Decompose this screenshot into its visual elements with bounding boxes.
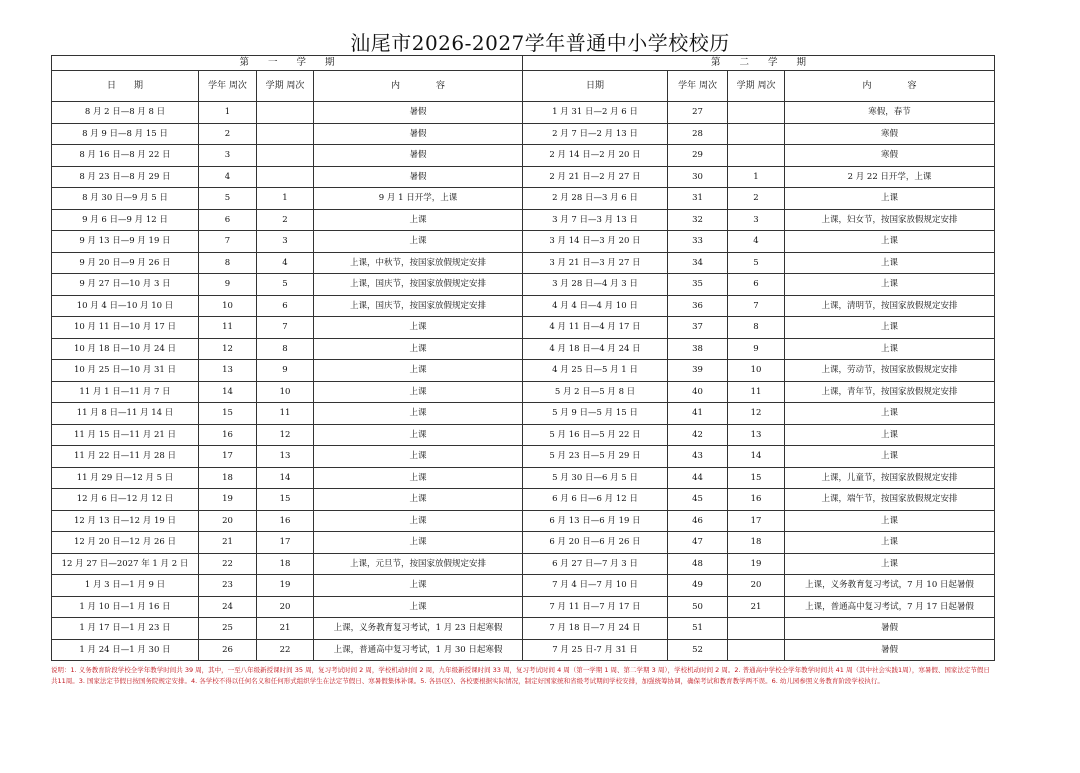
term-week-cell: 11	[257, 403, 314, 425]
week-date-cell: 6 月 20 日—6 月 26 日	[523, 532, 668, 554]
year-week-cell: 25	[199, 618, 257, 640]
year-week-cell: 37	[668, 317, 728, 339]
year-week-cell: 36	[668, 295, 728, 317]
term-week-cell: 4	[257, 252, 314, 274]
column-header-term-week: 学期 周次	[728, 71, 785, 102]
year-week-cell: 49	[668, 575, 728, 597]
content-cell: 上课	[785, 446, 995, 468]
week-date-cell: 5 月 2 日—5 月 8 日	[523, 381, 668, 403]
term-week-cell: 17	[257, 532, 314, 554]
week-date-cell: 1 月 31 日—2 月 6 日	[523, 102, 668, 124]
week-date-cell: 1 月 3 日—1 月 9 日	[52, 575, 199, 597]
table-row	[52, 381, 995, 403]
year-week-cell: 44	[668, 467, 728, 489]
week-date-cell: 10 月 25 日—10 月 31 日	[52, 360, 199, 382]
term-week-cell: 7	[257, 317, 314, 339]
column-header-content: 内 容	[785, 71, 995, 102]
content-cell: 上课，义务教育复习考试，7 月 10 日起暑假	[785, 575, 995, 597]
footnote: 说明：1. 义务教育阶段学校全学年教学时间共 39 周，其中，一至八年级新授课时间 35 周，复习考试时间 2 周，学校机动时间 2 周，九年级新授课时间 33 周，复习考试时间 4 周（第一学期 1 周、第二学期 3 周），学校机动时间 2 周。2. 普通高中学校全学年教学时间共 41 周（其中社会实践1周），寒暑假、国家法定节假日共11周。3. 国家法定节假日按国务院规定安排。4. 各学校不得以任何名义和任何形式组织学生在法定节假日、寒暑假集体补课。5. 各县(区)、各校要根据实际情况，制定好国家统和省级考试期间学校安排，加强统筹协调，确保考试和教育教学两不误。6. 幼儿园参照义务教育阶段学校执行。	[51, 666, 990, 685]
content-cell: 上课，劳动节，按国家放假规定安排	[785, 360, 995, 382]
table-row	[52, 123, 995, 145]
table-row	[52, 639, 995, 661]
content-cell: 上课，义务教育复习考试，1 月 23 日起寒假	[314, 618, 523, 640]
week-date-cell: 10 月 11 日—10 月 17 日	[52, 317, 199, 339]
table-row	[52, 209, 995, 231]
content-cell: 上课	[314, 338, 523, 360]
term-week-cell: 22	[257, 639, 314, 661]
year-week-cell: 13	[199, 360, 257, 382]
week-date-cell: 7 月 4 日—7 月 10 日	[523, 575, 668, 597]
week-date-cell: 8 月 16 日—8 月 22 日	[52, 145, 199, 167]
semester-2-header: 第 二 学 期	[523, 56, 995, 71]
year-week-cell: 33	[668, 231, 728, 253]
term-week-cell: 8	[257, 338, 314, 360]
content-cell: 上课	[314, 467, 523, 489]
term-week-cell: 9	[257, 360, 314, 382]
content-cell: 寒假	[785, 123, 995, 145]
term-week-cell: 6	[257, 295, 314, 317]
table-row	[52, 489, 995, 511]
content-cell: 上课	[785, 252, 995, 274]
term-week-cell: 17	[728, 510, 785, 532]
content-cell: 上课，中秋节，按国家放假规定安排	[314, 252, 523, 274]
table-row	[52, 360, 995, 382]
week-date-cell: 3 月 21 日—3 月 27 日	[523, 252, 668, 274]
year-week-cell: 23	[199, 575, 257, 597]
year-week-cell: 15	[199, 403, 257, 425]
week-date-cell: 11 月 15 日—11 月 21 日	[52, 424, 199, 446]
week-date-cell: 11 月 29 日—12 月 5 日	[52, 467, 199, 489]
year-week-cell: 14	[199, 381, 257, 403]
term-week-cell: 10	[728, 360, 785, 382]
week-date-cell: 4 月 11 日—4 月 17 日	[523, 317, 668, 339]
week-date-cell: 10 月 18 日—10 月 24 日	[52, 338, 199, 360]
year-week-cell: 12	[199, 338, 257, 360]
content-cell: 上课	[785, 532, 995, 554]
year-week-cell: 47	[668, 532, 728, 554]
content-cell: 寒假	[785, 145, 995, 167]
content-cell: 上课	[314, 381, 523, 403]
week-date-cell: 12 月 13 日—12 月 19 日	[52, 510, 199, 532]
week-date-cell: 7 月 25 日-7 月 31 日	[523, 639, 668, 661]
year-week-cell: 51	[668, 618, 728, 640]
term-week-cell: 5	[728, 252, 785, 274]
content-cell: 暑假	[785, 618, 995, 640]
content-cell: 上课，妇女节，按国家放假规定安排	[785, 209, 995, 231]
year-week-cell: 18	[199, 467, 257, 489]
content-cell: 上课	[785, 553, 995, 575]
term-week-cell: 13	[257, 446, 314, 468]
term-week-cell: 1	[728, 166, 785, 188]
column-header-term-week: 学期 周次	[257, 71, 314, 102]
week-date-cell: 6 月 6 日—6 月 12 日	[523, 489, 668, 511]
term-week-cell: 15	[728, 467, 785, 489]
term-week-cell: 2	[257, 209, 314, 231]
week-date-cell: 12 月 20 日—12 月 26 日	[52, 532, 199, 554]
content-cell: 暑假	[785, 639, 995, 661]
year-week-cell: 6	[199, 209, 257, 231]
year-week-cell: 16	[199, 424, 257, 446]
year-week-cell: 27	[668, 102, 728, 124]
term-week-cell	[257, 166, 314, 188]
term-week-cell: 5	[257, 274, 314, 296]
term-week-cell: 12	[257, 424, 314, 446]
content-cell: 上课，端午节，按国家放假规定安排	[785, 489, 995, 511]
year-week-cell: 1	[199, 102, 257, 124]
term-week-cell: 3	[728, 209, 785, 231]
table-row	[52, 618, 995, 640]
year-week-cell: 45	[668, 489, 728, 511]
term-week-cell: 4	[728, 231, 785, 253]
table-row	[52, 575, 995, 597]
week-date-cell: 8 月 2 日—8 月 8 日	[52, 102, 199, 124]
content-cell: 上课	[785, 338, 995, 360]
term-week-cell: 11	[728, 381, 785, 403]
column-header-date: 日期	[523, 71, 668, 102]
content-cell: 上课	[314, 446, 523, 468]
term-week-cell: 20	[728, 575, 785, 597]
week-date-cell: 9 月 20 日—9 月 26 日	[52, 252, 199, 274]
week-date-cell: 1 月 24 日—1 月 30 日	[52, 639, 199, 661]
term-week-cell	[728, 639, 785, 661]
term-week-cell	[728, 102, 785, 124]
content-cell: 上课	[785, 188, 995, 210]
table-row	[52, 252, 995, 274]
year-week-cell: 24	[199, 596, 257, 618]
year-week-cell: 40	[668, 381, 728, 403]
week-date-cell: 7 月 18 日—7 月 24 日	[523, 618, 668, 640]
content-cell: 暑假	[314, 123, 523, 145]
week-date-cell: 3 月 7 日—3 月 13 日	[523, 209, 668, 231]
week-date-cell: 8 月 9 日—8 月 15 日	[52, 123, 199, 145]
school-calendar-table	[51, 55, 995, 661]
year-week-cell: 29	[668, 145, 728, 167]
table-row	[52, 446, 995, 468]
term-week-cell: 16	[257, 510, 314, 532]
week-date-cell: 10 月 4 日—10 月 10 日	[52, 295, 199, 317]
year-week-cell: 4	[199, 166, 257, 188]
year-week-cell: 21	[199, 532, 257, 554]
week-date-cell: 12 月 6 日—12 月 12 日	[52, 489, 199, 511]
year-week-cell: 8	[199, 252, 257, 274]
column-header-date: 日 期	[52, 71, 199, 102]
year-week-cell: 52	[668, 639, 728, 661]
year-week-cell: 26	[199, 639, 257, 661]
term-week-cell	[728, 618, 785, 640]
year-week-cell: 31	[668, 188, 728, 210]
term-week-cell	[728, 145, 785, 167]
table-row	[52, 166, 995, 188]
term-week-cell: 21	[728, 596, 785, 618]
term-week-cell: 10	[257, 381, 314, 403]
week-date-cell: 2 月 7 日—2 月 13 日	[523, 123, 668, 145]
column-header-year-week: 学年 周次	[199, 71, 257, 102]
content-cell: 上课	[314, 510, 523, 532]
term-week-cell: 18	[257, 553, 314, 575]
content-cell: 上课	[314, 360, 523, 382]
year-week-cell: 34	[668, 252, 728, 274]
table-row	[52, 424, 995, 446]
week-date-cell: 4 月 25 日—5 月 1 日	[523, 360, 668, 382]
year-week-cell: 10	[199, 295, 257, 317]
content-cell: 上课	[314, 424, 523, 446]
content-cell: 暑假	[314, 102, 523, 124]
content-cell: 上课	[785, 317, 995, 339]
table-row	[52, 274, 995, 296]
table-row	[52, 467, 995, 489]
term-week-cell: 18	[728, 532, 785, 554]
content-cell: 暑假	[314, 166, 523, 188]
week-date-cell: 9 月 13 日—9 月 19 日	[52, 231, 199, 253]
week-date-cell: 7 月 11 日—7 月 17 日	[523, 596, 668, 618]
content-cell: 上课，普通高中复习考试，7 月 17 日起暑假	[785, 596, 995, 618]
content-cell: 上课，清明节，按国家放假规定安排	[785, 295, 995, 317]
term-week-cell: 20	[257, 596, 314, 618]
column-header-year-week: 学年 周次	[668, 71, 728, 102]
content-cell: 上课	[314, 489, 523, 511]
year-week-cell: 19	[199, 489, 257, 511]
year-week-cell: 38	[668, 338, 728, 360]
content-cell: 上课，儿童节，按国家放假规定安排	[785, 467, 995, 489]
week-date-cell: 3 月 14 日—3 月 20 日	[523, 231, 668, 253]
content-cell: 上课，国庆节，按国家放假规定安排	[314, 274, 523, 296]
week-date-cell: 8 月 30 日—9 月 5 日	[52, 188, 199, 210]
year-week-cell: 20	[199, 510, 257, 532]
term-week-cell: 1	[257, 188, 314, 210]
year-week-cell: 43	[668, 446, 728, 468]
week-date-cell: 11 月 22 日—11 月 28 日	[52, 446, 199, 468]
content-cell: 9 月 1 日开学，上课	[314, 188, 523, 210]
table-row	[52, 295, 995, 317]
term-week-cell: 6	[728, 274, 785, 296]
year-week-cell: 22	[199, 553, 257, 575]
content-cell: 上课，青年节，按国家放假规定安排	[785, 381, 995, 403]
week-date-cell: 1 月 17 日—1 月 23 日	[52, 618, 199, 640]
week-date-cell: 11 月 8 日—11 月 14 日	[52, 403, 199, 425]
page-title: 汕尾市2026-2027学年普通中小学校校历	[350, 31, 730, 55]
content-cell: 上课，国庆节，按国家放假规定安排	[314, 295, 523, 317]
week-date-cell: 6 月 13 日—6 月 19 日	[523, 510, 668, 532]
week-date-cell: 2 月 21 日—2 月 27 日	[523, 166, 668, 188]
content-cell: 上课	[785, 424, 995, 446]
term-week-cell: 16	[728, 489, 785, 511]
content-cell: 寒假，春节	[785, 102, 995, 124]
year-week-cell: 41	[668, 403, 728, 425]
table-row	[52, 532, 995, 554]
term-week-cell: 3	[257, 231, 314, 253]
term-week-cell: 7	[728, 295, 785, 317]
week-date-cell: 8 月 23 日—8 月 29 日	[52, 166, 199, 188]
year-week-cell: 11	[199, 317, 257, 339]
content-cell: 上课	[314, 231, 523, 253]
week-date-cell: 9 月 6 日—9 月 12 日	[52, 209, 199, 231]
term-week-cell: 14	[257, 467, 314, 489]
table-row	[52, 553, 995, 575]
year-week-cell: 7	[199, 231, 257, 253]
year-week-cell: 9	[199, 274, 257, 296]
content-cell: 上课	[314, 209, 523, 231]
table-row	[52, 338, 995, 360]
year-week-cell: 35	[668, 274, 728, 296]
year-week-cell: 46	[668, 510, 728, 532]
week-date-cell: 5 月 30 日—6 月 5 日	[523, 467, 668, 489]
table-row	[52, 510, 995, 532]
week-date-cell: 9 月 27 日—10 月 3 日	[52, 274, 199, 296]
week-date-cell: 5 月 16 日—5 月 22 日	[523, 424, 668, 446]
content-cell: 上课	[785, 231, 995, 253]
week-date-cell: 5 月 9 日—5 月 15 日	[523, 403, 668, 425]
year-week-cell: 17	[199, 446, 257, 468]
year-week-cell: 50	[668, 596, 728, 618]
content-cell: 上课	[314, 575, 523, 597]
week-date-cell: 6 月 27 日—7 月 3 日	[523, 553, 668, 575]
term-week-cell	[257, 123, 314, 145]
semester-1-header: 第 一 学 期	[52, 56, 523, 71]
year-week-cell: 48	[668, 553, 728, 575]
content-cell: 暑假	[314, 145, 523, 167]
content-cell: 上课	[785, 403, 995, 425]
term-week-cell	[257, 102, 314, 124]
content-cell: 上课	[314, 532, 523, 554]
content-cell: 上课	[314, 403, 523, 425]
term-week-cell: 15	[257, 489, 314, 511]
term-week-cell: 13	[728, 424, 785, 446]
week-date-cell: 2 月 14 日—2 月 20 日	[523, 145, 668, 167]
year-week-cell: 28	[668, 123, 728, 145]
table-row	[52, 596, 995, 618]
week-date-cell: 3 月 28 日—4 月 3 日	[523, 274, 668, 296]
term-week-cell: 19	[728, 553, 785, 575]
term-week-cell: 2	[728, 188, 785, 210]
year-week-cell: 42	[668, 424, 728, 446]
content-cell: 上课	[785, 274, 995, 296]
term-week-cell	[257, 145, 314, 167]
content-cell: 上课	[314, 596, 523, 618]
year-week-cell: 2	[199, 123, 257, 145]
week-date-cell: 4 月 4 日—4 月 10 日	[523, 295, 668, 317]
year-week-cell: 39	[668, 360, 728, 382]
year-week-cell: 5	[199, 188, 257, 210]
week-date-cell: 5 月 23 日—5 月 29 日	[523, 446, 668, 468]
year-week-cell: 3	[199, 145, 257, 167]
term-week-cell: 8	[728, 317, 785, 339]
content-cell: 2 月 22 日开学，上课	[785, 166, 995, 188]
week-date-cell: 4 月 18 日—4 月 24 日	[523, 338, 668, 360]
table-row	[52, 145, 995, 167]
content-cell: 上课，元旦节，按国家放假规定安排	[314, 553, 523, 575]
week-date-cell: 2 月 28 日—3 月 6 日	[523, 188, 668, 210]
week-date-cell: 1 月 10 日—1 月 16 日	[52, 596, 199, 618]
term-week-cell	[728, 123, 785, 145]
term-week-cell: 19	[257, 575, 314, 597]
content-cell: 上课	[314, 317, 523, 339]
table-row	[52, 102, 995, 124]
table-row	[52, 188, 995, 210]
content-cell: 上课，普通高中复习考试，1 月 30 日起寒假	[314, 639, 523, 661]
table-row	[52, 403, 995, 425]
term-week-cell: 9	[728, 338, 785, 360]
column-header-content: 内 容	[314, 71, 523, 102]
year-week-cell: 30	[668, 166, 728, 188]
term-week-cell: 12	[728, 403, 785, 425]
week-date-cell: 12 月 27 日—2027 年 1 月 2 日	[52, 553, 199, 575]
table-row	[52, 317, 995, 339]
term-week-cell: 21	[257, 618, 314, 640]
year-week-cell: 32	[668, 209, 728, 231]
term-week-cell: 14	[728, 446, 785, 468]
content-cell: 上课	[785, 510, 995, 532]
table-row	[52, 231, 995, 253]
week-date-cell: 11 月 1 日—11 月 7 日	[52, 381, 199, 403]
